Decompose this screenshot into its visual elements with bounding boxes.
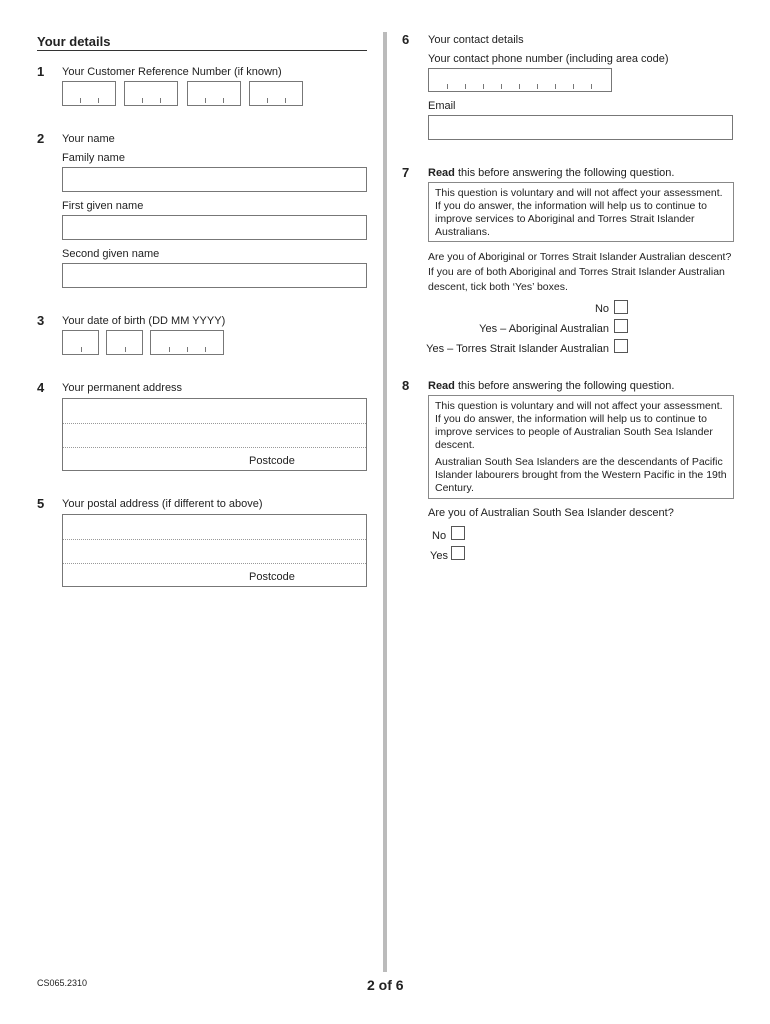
no-checkbox[interactable]: [614, 300, 628, 314]
question-number-3: 3: [37, 313, 45, 328]
question-number-5: 5: [37, 496, 45, 511]
second-name-field[interactable]: [62, 263, 367, 288]
crn-field-2[interactable]: [124, 81, 178, 106]
question-number-2: 2: [37, 131, 45, 146]
title-rule: [37, 50, 367, 51]
postal-address-field[interactable]: [62, 514, 367, 587]
read-bold: Read: [428, 380, 455, 392]
read-instruction: [428, 167, 674, 179]
dob-label: Your date of birth (DD MM YYYY): [62, 315, 226, 327]
column-divider: [383, 32, 387, 972]
contact-details-label: Your contact details: [428, 34, 524, 46]
crn-field-3[interactable]: [187, 81, 241, 106]
first-name-field[interactable]: [62, 215, 367, 240]
option-torres-strait-label: Yes – Torres Strait Islander Australian: [426, 343, 609, 355]
first-name-label: First given name: [62, 200, 144, 212]
email-label: Email: [428, 100, 456, 112]
south-sea-no-checkbox[interactable]: [451, 526, 465, 540]
read-bold: Read: [428, 167, 455, 179]
family-name-label: Family name: [62, 152, 125, 164]
email-field[interactable]: [428, 115, 733, 140]
voluntary-note: [428, 395, 734, 499]
question-number-4: 4: [37, 380, 45, 395]
second-name-label: Second given name: [62, 248, 160, 260]
read-instruction: [428, 380, 674, 392]
form-code: CS065.2310: [37, 978, 88, 988]
torres-strait-checkbox[interactable]: [614, 339, 628, 353]
option-no-label: No: [432, 530, 447, 542]
south-sea-yes-checkbox[interactable]: [451, 546, 465, 560]
page-number: 2 of 6: [367, 977, 404, 993]
crn-field-4[interactable]: [249, 81, 303, 106]
crn-field-1[interactable]: [62, 81, 116, 106]
south-sea-definition: Australian South Sea Islanders are the descendants of Pacific Islander labourers brought from the Western Pacific in the 19th Century.: [435, 456, 727, 494]
permanent-address-label: Your permanent address: [62, 382, 183, 394]
read-rest: this before answering the following question.: [454, 380, 675, 392]
question-number-1: 1: [37, 64, 45, 79]
dob-year-field[interactable]: [150, 330, 224, 355]
option-aboriginal-label: Yes – Aboriginal Australian: [479, 323, 609, 335]
voluntary-note-text: This question is voluntary and will not affect your assessment. If you do answer, the information will help us to continue to improve services to Aboriginal and Torres Strait Islander Australians.: [435, 187, 723, 238]
option-yes-label: Yes: [430, 550, 448, 562]
phone-label: Your contact phone number (including area code): [428, 53, 669, 65]
voluntary-note: [428, 182, 734, 242]
permanent-address-field[interactable]: [62, 398, 367, 471]
aboriginal-checkbox[interactable]: [614, 319, 628, 333]
question-number-8: 8: [402, 378, 410, 393]
crn-label: Your Customer Reference Number (if known): [62, 66, 282, 78]
dob-month-field[interactable]: [106, 330, 143, 355]
voluntary-note-text: This question is voluntary and will not affect your assessment. If you do answer, the information will help us to continue to improve services to people of Australian South Sea Islander descent.: [435, 400, 723, 451]
question-number-6: 6: [402, 32, 410, 47]
dob-day-field[interactable]: [62, 330, 99, 355]
read-rest: this before answering the following question.: [454, 167, 675, 179]
phone-field[interactable]: [428, 68, 612, 92]
postcode-label: Postcode: [249, 571, 295, 583]
name-label: Your name: [62, 133, 115, 145]
option-no-label: No: [594, 303, 609, 315]
family-name-field[interactable]: [62, 167, 367, 192]
section-title: Your details: [37, 34, 111, 49]
postcode-label: Postcode: [249, 455, 295, 467]
postal-address-label: Your postal address (if different to above): [62, 498, 263, 510]
question-number-7: 7: [402, 165, 410, 180]
indigenous-question: Are you of Aboriginal or Torres Strait Islander Australian descent? If you are of both Aboriginal and Torres Strait Islander Australian descent, tick both ‘Yes’ boxes.: [428, 251, 732, 293]
south-sea-question: Are you of Australian South Sea Islander descent?: [428, 507, 674, 519]
